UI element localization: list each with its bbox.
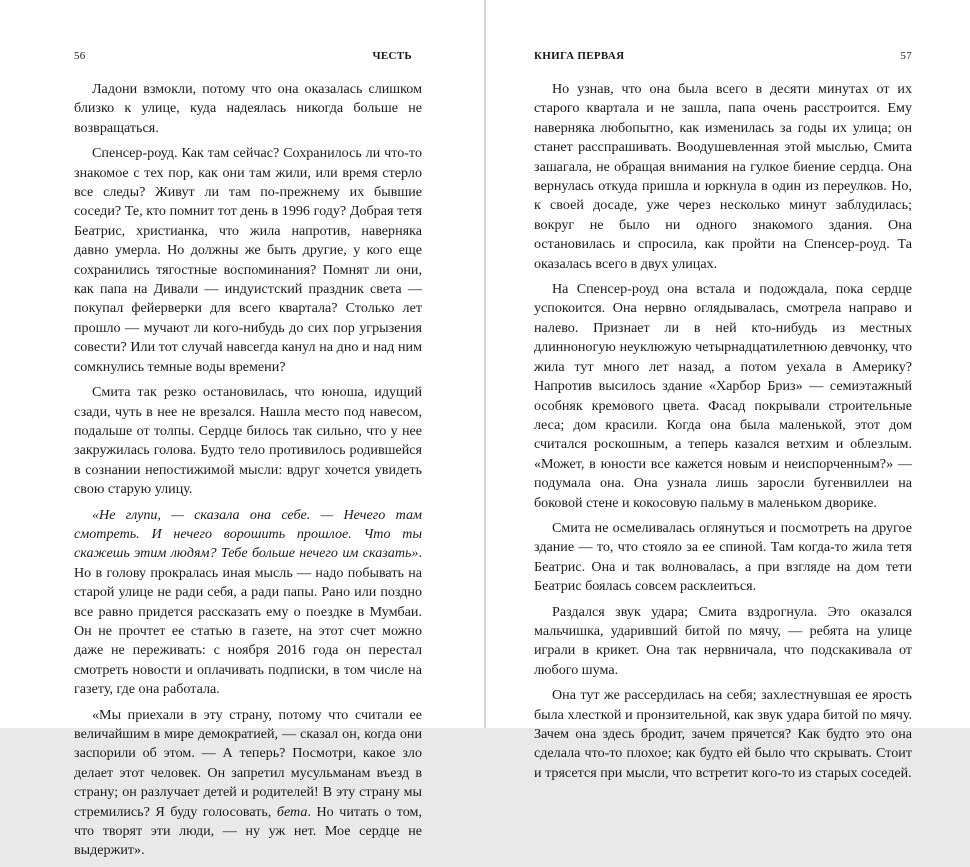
- paragraph: Она тут же рассердилась на себя; захлестнувшая ее ярость была хлесткой и пронзительной, как звук удара битой по мячу. Зачем она здесь бродит, зачем прячется? Как будто это она сделала что-то плохое; как будто ей было что скрывать. Стоит и трясется при мысли, что встретит кого-то из старых соседей.: [534, 687, 912, 781]
- italic-span: бета: [276, 803, 308, 820]
- page-number-left: 56: [74, 50, 86, 62]
- text-span: . Но в голову прокралась иная мысль — надо побывать на старой улице не ради себя, а ради папы. Рано или поздно все равно придется рассказать ему о поездке в Мумбаи. Он не прочтет ее статью в газете, на этот счет можно даже не переживать: с ноября 2016 года он перестал смотреть новости и оплачивать подписки, в том числе на газету, где она работала.: [74, 545, 422, 698]
- paragraph: Смита так резко остановилась, что юноша, идущий сзади, чуть в нее не врезался. Нашла место под навесом, подальше от толпы. Сердце билось так сильно, что у нее закружилась голова. Будто тело противилось родившейся в сознании непостижимой мысли: вдруг хочется увидеть свою старую улицу.: [74, 384, 422, 498]
- text-span: . Но читать о том, что творят эти люди, — ну уж нет. Мое сердце не выдержит».: [74, 803, 422, 859]
- running-head-right: КНИГА ПЕРВАЯ: [534, 50, 625, 62]
- paragraph: Раздался звук удара; Смита вздрогнула. Это оказался мальчишка, ударивший битой по мячу, — ребята на улице играли в крикет. Она так нервничала, что подскакивала от любого шума.: [534, 603, 912, 678]
- paragraph: Смита не осмеливалась оглянуться и посмотреть на другое здание — то, что стояло за ее спиной. Там когда-то жила тетя Беатрис. Она и так волновалась, а при взгляде на дом тети Беатрис боялась совсем расклеиться.: [534, 519, 912, 595]
- paragraph: Но узнав, что она была всего в десяти минутах от их старого квартала и не зашла, папа очень расстроится. Ему наверняка любопытно, как изменилась за годы их улица; он станет расспрашивать. Воодушевленная этой мыслью, Смита зашагала, не обращая внимания на гулкое биение сердца. Она вернулась откуда пришла и юркнула в один из переулков. Но, к своей досаде, уже через несколько минут заблудилась; вокруг не было ни одного знакомого здания. Она остановилась и спросила, как пройти на Спенсер-роуд. Та оказалась всего в двух улицах.: [534, 81, 912, 272]
- paragraph: На Спенсер-роуд она встала и подождала, пока сердце успокоится. Она нервно оглядывалась, смотрела направо и налево. Признает ли в ней кто-нибудь из местных длинноногую неуклюжую четырнадцатилетнюю девчонку, что жила тут много лет назад, а потом уехала в Америку? Напротив высилось здание «Харбор Бриз» — семиэтажный особняк кремового цвета. Фасад покрывали строительные леса; дом красили. Когда она была маленькой, этот дом считался роскошным, а теперь казался ветхим и облезлым. «Может, в юности все кажется новым и неиспорченным?» — подумала она. Она узнала лишь заросли бугенвиллеи на боковой стене и кокосовую пальму в маленьком дворике.: [534, 281, 912, 511]
- italic-span: «Не глупи, — сказала она себе. — Нечего там смотреть. И нечего ворошить прошлое. Что ты скажешь этим людям? Тебе больше нечего им сказать»: [74, 506, 422, 562]
- page-number-right: 57: [900, 50, 912, 62]
- left-page-text: [74, 80, 422, 867]
- paragraph: Ладони взмокли, потому что она оказалась слишком близко к улице, куда надеялась никогда больше не возвращаться.: [74, 81, 422, 136]
- running-head-left: ЧЕСТЬ: [372, 50, 412, 62]
- right-page-text: [534, 80, 912, 789]
- paragraph: [74, 706, 422, 861]
- left-page: [0, 0, 484, 859]
- right-page: [486, 0, 970, 781]
- paragraph: Спенсер-роуд. Как там сейчас? Сохранилось ли что-то знакомое с тех пор, как они там жили, или время стерло все следы? Живут ли там по-прежнему их бывшие соседи? Те, кто помнит тот день в 1996 году? Добрая тетя Беатрис, христианка, что жила напротив, наверняка давно умерла. Но должны же быть другие, у кого еще сохранились тягостные воспоминания? Помнят ли они, как папа на Дивали — индуистский праздник света — покупал фейерверки для всего квартала? Столько лет прошло — мучают ли кого-нибудь до сих пор угрызения совести? Или тот случай навсегда канул на дно и над ним сомкнулись темные воды времени?: [74, 145, 422, 375]
- text-span: «Мы приехали в эту страну, потому что считали ее величайшим в мире демократией, — сказал он, когда они заспорили об этом. — А теперь? Посмотри, какое зло делает этот человек. Он запретил мусульманам въезд в страну; он разлучает детей и родителей! В эту страну мы стремились? Я буду голосовать,: [74, 706, 422, 820]
- paragraph: [74, 506, 422, 700]
